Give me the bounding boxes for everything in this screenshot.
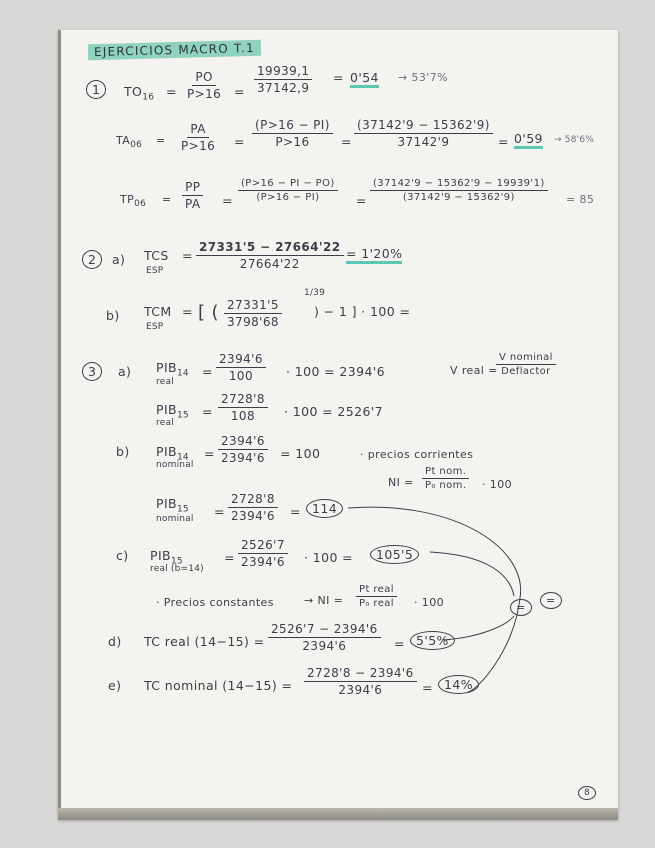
fraction: $\frac{2728'8}{2394'6}$ [228,492,278,523]
fraction: $\frac{(P>16 - PI)}{P>16}$ [252,118,333,149]
equals-sign: = [234,134,245,149]
tcm-label: TCM [144,304,172,319]
equals-sign: = [204,446,215,461]
ta-label: $TA_{06}$ [116,134,143,151]
item-label: a) [112,252,126,267]
pib-label: $PIB_{14}$ [156,360,189,379]
pib-label: $PIB_{15}$ [156,402,189,421]
formula-label: → NI = [304,594,344,607]
fraction: $\frac{(37142'9 - 15362'9 - 19939'1)}{(37142'9 - 15362'9)}$ [370,178,548,203]
item-label: a) [118,364,132,379]
result-expression: · 100 = [304,550,354,565]
equals-note: = [540,594,562,607]
item-label: d) [108,634,122,649]
equals-sign: = [202,364,213,379]
exercise-number: 2 [82,252,102,267]
result-value: = 1'20% [346,246,402,264]
item-label: c) [116,548,129,563]
result-value: 14% [438,677,479,692]
equals-sign: = [182,248,193,263]
result-value: = 85 [566,193,595,206]
equals-sign: = [394,636,405,651]
tcs-subscript: ESP [146,266,164,276]
equals-sign: = [202,404,213,419]
fraction: $\frac{(P>16 - PI - PO)}{(P>16 - PI)}$ [238,178,338,203]
equals-sign: = [156,134,166,147]
result-value: 114 [306,501,343,516]
result-expression: = 100 [280,446,321,461]
fraction: $\frac{2526'7}{2394'6}$ [238,538,288,569]
tcs-label: TCS [144,248,169,263]
page-number: 8 [578,788,596,798]
equals-sign: = [422,680,433,695]
formula-label: V real = [450,364,498,377]
arc-connector [430,552,514,596]
formula-rest: · 100 [414,596,444,609]
result-expression: · 100 = 2526'7 [284,404,384,419]
equals-sign: = [222,193,233,208]
equals-sign: = [341,134,352,149]
pib-qualifier: real [156,418,174,428]
item-label: b) [116,444,130,459]
tcm-subscript: ESP [146,322,164,332]
result-value: 0'54 [350,70,379,88]
equals-sign: = [166,84,177,99]
equals-sign: = [224,550,235,565]
formula-label: NI = [388,476,414,489]
formula-rest: · 100 [482,478,512,491]
tc-label: TC real (14−15) = [144,634,265,649]
note-text: · Precios constantes [156,596,274,609]
fraction: $\frac{2728'8 - 2394'6}{2394'6}$ [304,666,417,697]
fraction: $\frac{2394'6}{100}$ [216,352,266,383]
pib-qualifier: real [156,377,174,387]
item-label: b) [106,308,120,323]
fraction: $\frac{(37142'9 - 15362'9)}{37142'9}$ [354,118,493,149]
result-value: 5'5% [410,633,455,648]
pib-label: $PIB_{15}$ [156,496,189,515]
notebook-page [58,30,618,820]
item-label: e) [108,678,122,693]
equals-sign: = [333,70,344,85]
equals-sign: = [290,504,301,519]
exercise-number: 3 [82,364,102,379]
equals-sign: = [356,193,367,208]
note-text: · precios corrientes [360,448,474,461]
page-title: EJERCICIOS MACRO T.1 [88,40,261,61]
result-expression: · 100 = 2394'6 [286,364,386,379]
percent-note: → 53'7% [398,71,448,84]
equals-sign: = [182,304,193,319]
result-value: 105'5 [370,547,419,562]
tp-label: $TP_{06}$ [120,193,147,210]
pib-qualifier: nominal [156,460,194,470]
equals-sign: = [498,134,509,149]
fraction: V nominal Deflactor [496,352,556,377]
fraction: $\frac{2526'7 - 2394'6}{2394'6}$ [268,622,381,653]
equals-note: = [510,601,532,614]
to-label: $TO_{16}$ [124,84,155,103]
bracket-open: [ ( [198,302,219,323]
fraction: Pt real P₀ real [356,584,397,609]
pib-label: $PIB_{14}$ [156,444,189,463]
fraction: $\frac{27331'5 - 27664'22}{27664'22}$ [196,240,344,271]
equals-sign: = [234,84,245,99]
bracket-close: ) − 1 ] · 100 = [314,304,411,319]
fraction: $\frac{PP}{PA}$ [182,180,203,211]
equals-sign: = [162,193,172,206]
fraction: $\frac{PO}{P>16}$ [187,70,222,101]
exponent: 1/39 [304,288,326,298]
fraction: Pt nom. P₀ nom. [422,466,469,491]
fraction: $\frac{PA}{P>16}$ [181,122,216,153]
fraction: $\frac{2394'6}{2394'6}$ [218,434,268,465]
tc-label: TC nominal (14−15) = [144,678,293,693]
pib-label: $PIB_{15}$ [150,548,183,567]
fraction: $\frac{2728'8}{108}$ [218,392,268,423]
exercise-number: 1 [86,82,106,97]
pib-qualifier: real (b=14) [150,564,204,574]
fraction: $\frac{27331'5}{3798'68}$ [224,298,282,329]
percent-note: → 58'6% [554,135,595,145]
pib-qualifier: nominal [156,514,194,524]
fraction: $\frac{19939,1}{37142,9}$ [254,64,312,95]
equals-sign: = [214,504,225,519]
result-value: 0'59 [514,131,543,149]
